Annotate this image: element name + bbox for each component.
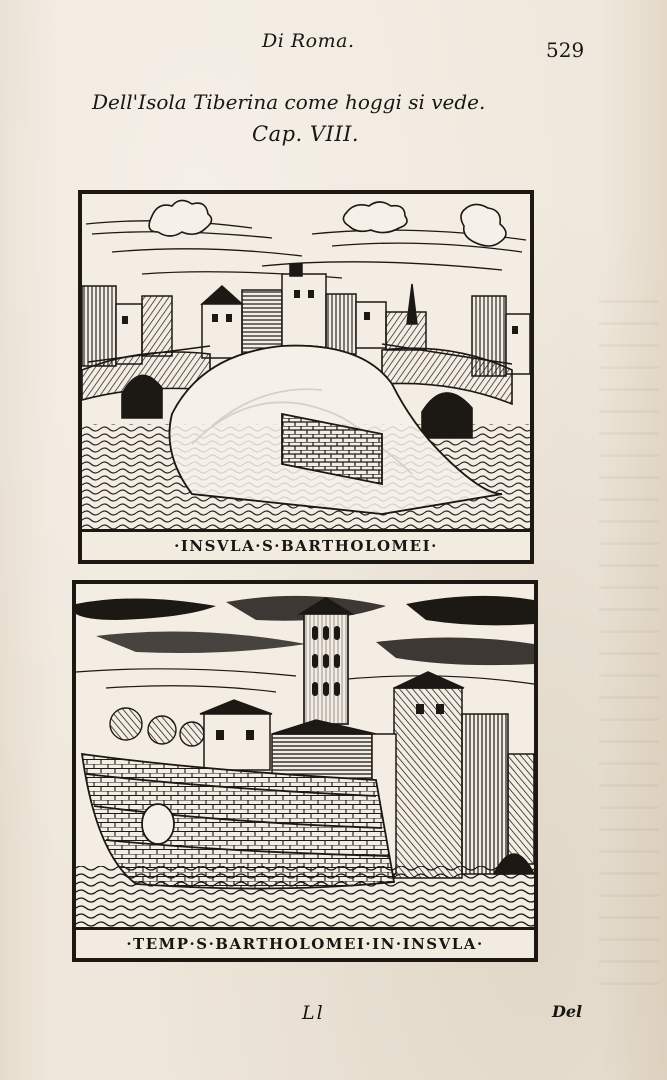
bleed-through-text xyxy=(599,300,659,1000)
bottom-illustration-caption: ·TEMP·S·BARTHOLOMEI·IN·INSVLA· xyxy=(76,927,534,958)
chapter-number: Cap. VIII. xyxy=(252,122,360,146)
woodcut-island-view xyxy=(78,190,534,564)
catchword: Del xyxy=(552,1002,583,1021)
island-illustration xyxy=(82,194,530,532)
tower-windows xyxy=(312,626,340,696)
clouds xyxy=(149,200,506,246)
temple-illustration xyxy=(76,584,534,930)
chapter-title: Dell'Isola Tiberina come hoggi si vede. xyxy=(92,90,486,114)
page-number: 529 xyxy=(546,38,585,62)
river-water-lower xyxy=(76,866,534,930)
trees xyxy=(110,708,204,746)
running-head: Di Roma. xyxy=(262,30,355,52)
printer-signature-mark: Ll xyxy=(302,1002,325,1024)
top-illustration-caption: ·INSVLA·S·BARTHOLOMEI· xyxy=(82,529,530,560)
woodcut-temple-view xyxy=(72,580,538,962)
